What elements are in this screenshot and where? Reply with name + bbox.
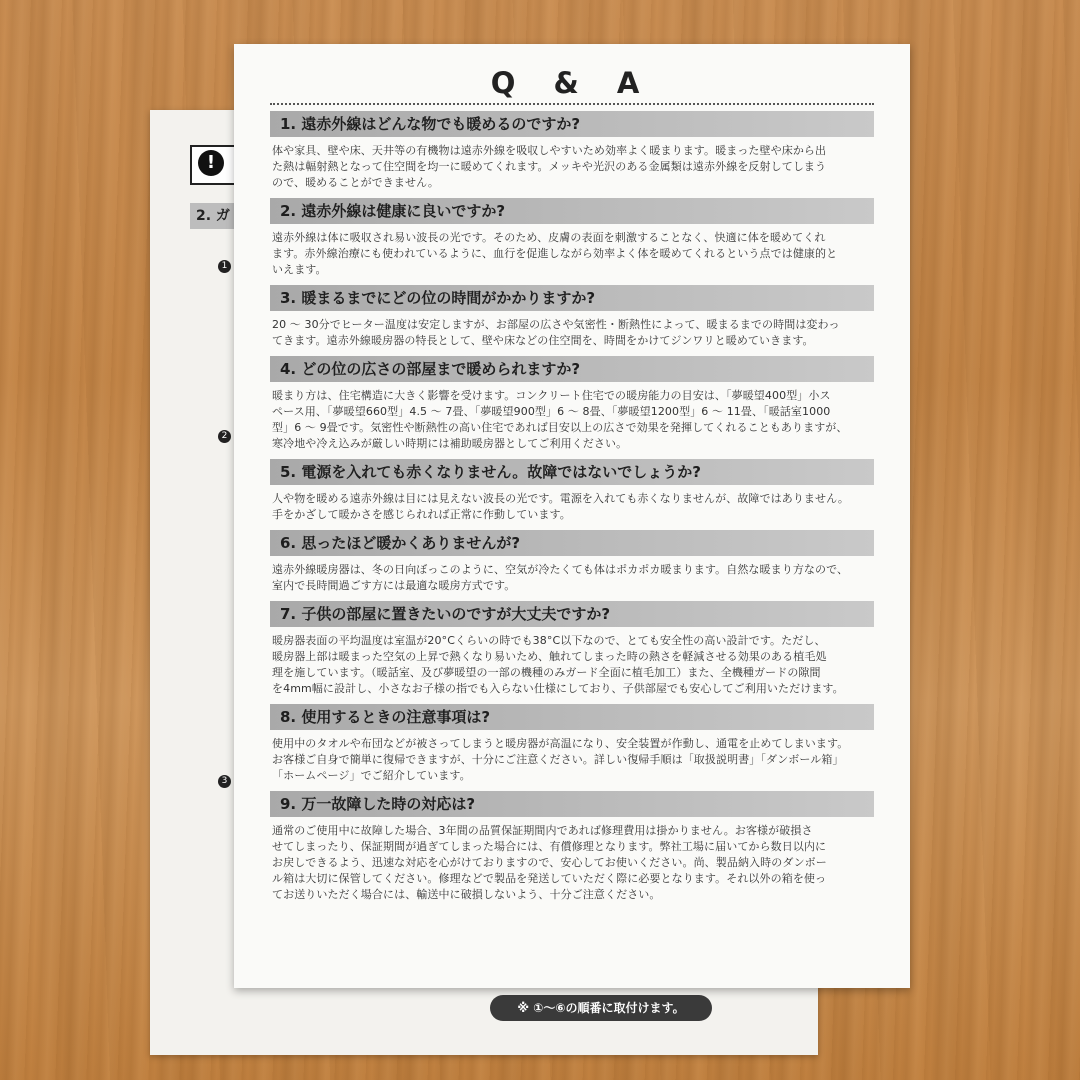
answer-text: 暖房器表面の平均温度は室温が20°Cくらいの時でも38°C以下なので、とても安全性の高い設計です。ただし、 暖房器上部は暖まった空気の上昇で熱くなり易いため、触れてしまった時の熱さを軽減させる効果のある植毛処 理を施しています。（暖話室、及び夢暖望の一部の機種のみガード全面に植毛加工）また、全機種ガードの隙間 を4mm幅に設計し、小さなお子様の指でも入らない仕様にしており、子供部屋でも安心してご利用いただけます。 — [272, 634, 844, 695]
qa-list — [270, 111, 874, 910]
qa-item — [270, 198, 874, 285]
title-divider — [270, 103, 874, 105]
answer-text: 20 ～ 30分でヒーター温度は安定しますが、お部屋の広さや気密性・断熱性によって、暖まるまでの時間は変わっ てきます。遠赤外線暖房器の特長として、壁や床などの住空間を、時間をかけてジンワリと暖めていきます。 — [272, 318, 840, 347]
answer-text: 体や家具、壁や床、天井等の有機物は遠赤外線を吸収しやすいため効率よく暖まります。暖まった壁や床から出 た熱は輻射熱となって住空間を均一に暖めてくれます。メッキや光沢のある金属類は遠赤外線を反射してしまう ので、暖めることができません。 — [272, 144, 827, 189]
question-heading: 3. 暖まるまでにどの位の時間がかかりますか? — [270, 285, 874, 311]
answer-text: 遠赤外線は体に吸収され易い波長の光です。そのため、皮膚の表面を刺激することなく、快適に体を暖めてくれ ます。赤外線治療にも使われているように、血行を促進しながら効率よく体を暖めてくれるという点では健康的と いえます。 — [272, 231, 838, 276]
question-heading: 1. 遠赤外線はどんな物でも暖めるのですか? — [270, 111, 874, 137]
step-number-3: 3 — [218, 775, 231, 788]
warning-icon: ! — [198, 150, 224, 176]
question-heading: 6. 思ったほど暖かくありませんが? — [270, 530, 874, 556]
answer-text: 通常のご使用中に故障した場合、3年間の品質保証期間内であれば修理費用は掛かりません。お客様が破損さ せてしまったり、保証期間が過ぎてしまった場合には、有償修理となります。弊社工場に届いてから数日以内に お戻しできるよう、迅速な対応を心がけておりますので、安心してお使いください。尚、製品納入時のダンボー ル箱は大切に保管してください。修理などで製品を発送していただく際に必要となります。それ以外の箱を使っ てお送りいただく場合には、輸送中に破損しないよう、十分ご注意ください。 — [272, 824, 827, 901]
qa-item — [270, 704, 874, 791]
order-note-pill: ※ ①～⑥の順番に取付けます。 — [490, 995, 712, 1021]
page-title: Q & A — [490, 66, 654, 100]
qa-item — [270, 356, 874, 459]
qa-item — [270, 530, 874, 601]
answer-text: 使用中のタオルや布団などが被さってしまうと暖房器が高温になり、安全装置が作動し、通電を止めてしまいます。 お客様ご自身で簡単に復帰できますが、十分にご注意ください。詳しい復帰手順は「取扱説明書」「ダンボール箱」 「ホームページ」でご紹介しています。 — [272, 737, 849, 782]
qa-item — [270, 111, 874, 198]
qa-item — [270, 601, 874, 704]
answer-text: 遠赤外線暖房器は、冬の日向ぼっこのように、空気が冷たくても体はポカポカ暖まります。自然な暖まり方なので、 室内で長時間過ごす方には最適な暖房方式です。 — [272, 563, 849, 592]
question-heading: 9. 万一故障した時の対応は? — [270, 791, 874, 817]
question-heading: 2. 遠赤外線は健康に良いですか? — [270, 198, 874, 224]
qa-item — [270, 459, 874, 530]
question-heading: 8. 使用するときの注意事項は? — [270, 704, 874, 730]
step-number-1: 1 — [218, 260, 231, 273]
question-heading: 7. 子供の部屋に置きたいのですが大丈夫ですか? — [270, 601, 874, 627]
qa-item — [270, 285, 874, 356]
question-heading: 5. 電源を入れても赤くなりません。故障ではないでしょうか? — [270, 459, 874, 485]
answer-text: 暖まり方は、住宅構造に大きく影響を受けます。コンクリート住宅での暖房能力の目安は、「夢暖望400型」小ス ペース用、「夢暖望660型」4.5 ～ 7畳、「夢暖望900型」6 ～ 8畳、「夢暖望1200型」6 ～ 11畳、「暖話室1000 型」6 ～ 9畳です。気密性や断熱性の高い住宅であれば目安以上の広さで効果を発揮してくれることもありますが、 寒冷地や冷え込みが厳しい時期には補助暖房器としてご利用ください。 — [272, 389, 848, 450]
question-heading: 4. どの位の広さの部屋まで暖められますか? — [270, 356, 874, 382]
qa-sheet — [234, 44, 910, 988]
answer-text: 人や物を暖める遠赤外線は目には見えない波長の光です。電源を入れても赤くなりませんが、故障ではありません。 手をかざして暖かさを感じられれば正常に作動しています。 — [272, 492, 849, 521]
back-section-heading: 2. ガ — [190, 203, 260, 229]
qa-item — [270, 791, 874, 910]
step-number-2: 2 — [218, 430, 231, 443]
